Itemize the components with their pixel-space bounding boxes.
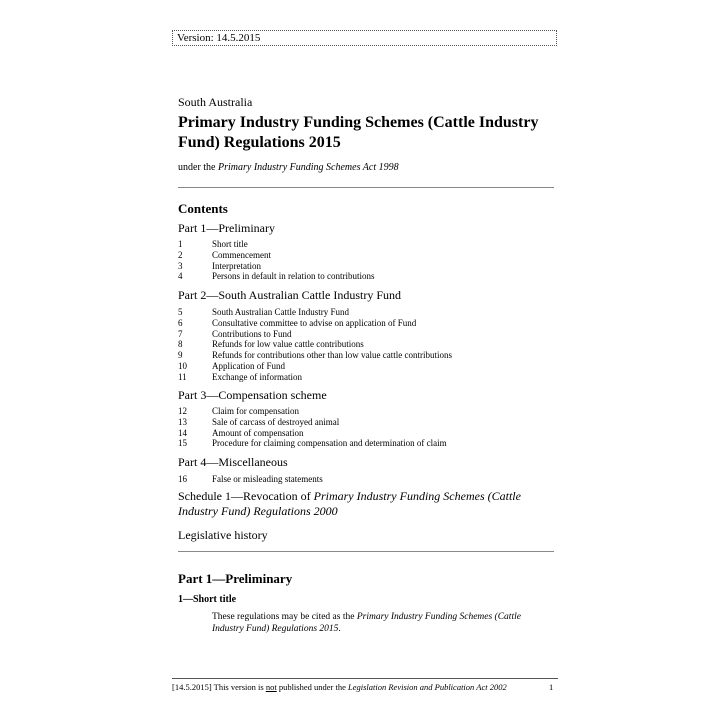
document-title: Primary Industry Funding Schemes (Cattle Industry Fund) Regulations 2015	[178, 114, 539, 151]
toc-list-part-1	[178, 239, 374, 282]
toc-item[interactable]	[178, 438, 447, 449]
divider	[178, 187, 554, 188]
section-paragraph	[212, 611, 552, 635]
toc-schedule-title: Primary Industry Funding Schemes (Cattle Industry Fund) Regulations 2000	[178, 489, 521, 518]
toc-item-number: 5	[178, 307, 183, 317]
toc-item-number: 8	[178, 339, 183, 350]
toc-schedule-prefix: Schedule 1—Revocation of	[178, 489, 314, 503]
toc-item[interactable]	[178, 372, 452, 383]
toc-item-number: 7	[178, 328, 183, 339]
toc-item[interactable]	[178, 406, 447, 417]
divider	[178, 551, 554, 552]
paragraph-suffix: .	[338, 624, 341, 634]
toc-item-number: 16	[178, 474, 187, 484]
toc-item-label: South Australian Cattle Industry Fund	[212, 307, 349, 317]
toc-item-label: Consultative committee to advise on application of Fund	[212, 317, 417, 328]
toc-item[interactable]	[178, 361, 452, 372]
section-heading: 1—Short title	[178, 594, 237, 605]
jurisdiction: South Australia	[178, 95, 253, 109]
toc-item-number: 11	[178, 371, 187, 382]
toc-legislative-history[interactable]: Legislative history	[178, 528, 268, 542]
toc-item-label: Application of Fund	[212, 360, 285, 371]
toc-item-number: 10	[178, 360, 187, 371]
footer-prefix: [14.5.2015] This version is	[172, 682, 266, 692]
toc-item-label: Procedure for claiming compensation and determination of claim	[212, 438, 447, 449]
toc-item-label: Claim for compensation	[212, 406, 299, 416]
version-label: Version: 14.5.2015	[177, 32, 261, 44]
paragraph-prefix: These regulations may be cited as the	[212, 612, 357, 622]
toc-item-label: Commencement	[212, 249, 271, 260]
toc-item-number: 2	[178, 249, 183, 260]
toc-item[interactable]	[178, 428, 447, 439]
toc-item[interactable]	[178, 417, 447, 428]
toc-item[interactable]	[178, 271, 374, 282]
toc-list-part-3	[178, 406, 447, 449]
page-number: 1	[549, 682, 554, 692]
toc-item[interactable]	[178, 329, 452, 340]
footer-divider	[172, 678, 558, 679]
part-heading: Part 1—Preliminary	[178, 571, 293, 586]
version-box	[172, 30, 557, 46]
paragraph-citation: Primary Industry Funding Schemes (Cattle Industry Fund) Regulations 2015	[212, 612, 521, 634]
toc-item[interactable]	[178, 261, 374, 272]
toc-part-3[interactable]: Part 3—Compensation scheme	[178, 388, 327, 402]
toc-item[interactable]	[178, 350, 452, 361]
toc-list-part-2	[178, 307, 452, 383]
toc-item-number: 3	[178, 260, 183, 271]
toc-item-number: 4	[178, 271, 183, 282]
toc-item-label: Exchange of information	[212, 371, 302, 382]
toc-item-label: Contributions to Fund	[212, 328, 292, 339]
toc-item-number: 1	[178, 239, 183, 249]
toc-item[interactable]	[178, 318, 452, 329]
toc-item[interactable]	[178, 250, 374, 261]
toc-item-number: 12	[178, 406, 187, 416]
toc-schedule-1[interactable]	[178, 489, 558, 519]
enabling-act-line	[178, 162, 399, 173]
enabling-act-name: Primary Industry Funding Schemes Act 1998	[218, 162, 399, 173]
toc-item[interactable]	[178, 339, 452, 350]
footer-act-name: Legislation Revision and Publication Act 2002	[347, 682, 507, 692]
toc-item-label: Amount of compensation	[212, 427, 304, 438]
toc-item-label: Interpretation	[212, 260, 261, 271]
toc-item-label: False or misleading statements	[212, 474, 323, 484]
toc-item-label: Refunds for contributions other than low value cattle contributions	[212, 350, 452, 361]
toc-part-1[interactable]: Part 1—Preliminary	[178, 221, 275, 235]
toc-item-number: 13	[178, 416, 187, 427]
toc-part-2[interactable]: Part 2—South Australian Cattle Industry Fund	[178, 288, 401, 302]
toc-item-label: Refunds for low value cattle contributions	[212, 339, 364, 350]
toc-item[interactable]	[178, 474, 323, 485]
toc-item[interactable]	[178, 307, 452, 318]
footer-text	[172, 682, 507, 692]
footer-middle: published under the	[276, 682, 348, 692]
toc-item[interactable]	[178, 239, 374, 250]
toc-item-label: Sale of carcass of destroyed animal	[212, 416, 340, 427]
toc-item-number: 9	[178, 350, 183, 361]
toc-part-4[interactable]: Part 4—Miscellaneous	[178, 455, 288, 469]
enabling-act-prefix: under the	[178, 162, 218, 173]
toc-item-number: 6	[178, 317, 183, 328]
contents-heading: Contents	[178, 201, 228, 216]
toc-item-label: Persons in default in relation to contributions	[212, 271, 375, 282]
toc-item-number: 14	[178, 427, 187, 438]
toc-item-number: 15	[178, 438, 187, 449]
footer-underlined: not	[265, 682, 277, 692]
toc-item-label: Short title	[212, 239, 248, 249]
toc-list-part-4	[178, 474, 323, 485]
